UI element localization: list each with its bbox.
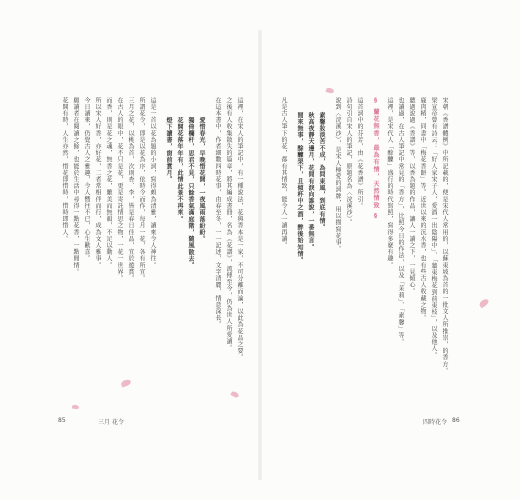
- right-text-line: 聽過說過《香譜》等，以香為題的作品，讓人一讀之下，一見傾心。: [408, 97, 415, 295]
- left-text-line: 所以宋人好香，亦好花，二者常相伴而行，成為文人雅事。: [94, 97, 101, 269]
- right-text-line: 梁宣帝曾有詩云：「好人家宋子人，愛酒一出陰陽中」、「牆東梅花到前東枝」，以及他人。: [430, 97, 437, 359]
- left-text-line: 花開有時，人生亦然，惜花即惜時，惜時即惜人。: [61, 97, 68, 243]
- right-text-line: 凡是古人筆下的花，都有其情致，能令人一讀再讀。: [280, 97, 287, 249]
- right-page-number: 86: [452, 417, 460, 424]
- right-text-line: 宋朝《香譜體例》中所記載的，便是宋代人常用的，以蘇東坡為首的一批文人所推崇，的香方。: [441, 97, 448, 375]
- right-text-line: 說到〈浣溪沙〉，是宋人極愛的詞牌，用以描寫花事。: [334, 97, 341, 253]
- petal-decoration: [325, 87, 334, 94]
- left-text-line: 願讀者在閱讀之餘，也能於生活中尋得一點花香，一點閒情。: [72, 97, 79, 276]
- left-text-line: 這是一首以花為題的小詞，寫得頗為清雅，讀來令人神往。: [149, 97, 156, 269]
- poem-line: 燈下讀書，窗前賞月。: [165, 117, 172, 183]
- poem-line: 花開花落年年有，此情此景不再來。: [176, 117, 183, 223]
- left-text-line: 今日讀來，仍覺古人之雅趣，令人嚮往不已，心生歡喜。: [83, 97, 90, 262]
- left-text-line: 在古人的眼中，花不只是花，更是寄託情思之物，一花一世界。: [116, 97, 123, 282]
- left-running-title: 三月 花令: [98, 419, 124, 426]
- right-text-line: 也讀過，在古人筆記中常見的「香方」，比照今日的作法，以及「茉莉」、「素馨」等。: [397, 97, 404, 346]
- left-text-line: 在這本書中，作者細數四時花事，由春至冬，一一記述，文字清麗，情意深長。: [214, 97, 221, 328]
- right-running-title: 四時花令: [423, 419, 448, 426]
- section-heading: § 蘭花無香，最為有情，天然情致 §: [372, 97, 379, 221]
- right-text-line: 鹿肉精，同書中「梅花香餅」等。近世以來的沉水香，也有些古人收藏之物。: [419, 97, 426, 322]
- book-gutter: [258, 30, 262, 480]
- left-page-number: 85: [58, 417, 66, 424]
- left-text-line: 三月之花，以桃為首，次則杏、李，皆是春日佳品，宜於遊賞。: [127, 97, 134, 282]
- poem-line: 秋高夜靜天邊月，花間有淚向誰說，一番無言。: [307, 112, 314, 251]
- poem-line: 素馨妝淡苦不成，為問東風，到底有情。: [318, 112, 325, 231]
- left-text-line: 這裡，在宋人的筆記中，有一種說法，花與香本是一家，不可分離而論，以此為花品之要。: [236, 97, 243, 361]
- petal-decoration: [120, 378, 131, 387]
- left-text-line: 之後有人收集散失的篇章，將其編成書冊，名為《花譜》，流傳至今，仍為世人所愛讀。: [225, 97, 232, 352]
- right-text-line: 這首詞中的芬芳，由《花香譜》所引。: [356, 97, 363, 210]
- petal-decoration: [230, 390, 239, 398]
- left-text-line: 所謂花令，即是以花為序，依時令而作，每月一花，各有所宜。: [138, 97, 145, 282]
- poem-line: 愛惜春光，早晚惜花開，一夜風雨落紛紛。: [198, 117, 205, 243]
- poem-line: 獨倚欄杆，思君不見，只餘香氣滿庭階，隨風散去。: [187, 117, 194, 269]
- left-text-line: 而香，則是花之魂，無香之花，雖美而無韻，不足以動人。: [105, 97, 112, 269]
- right-text-line: 這裡，是宋代人「酴醾」盛行的時代寫照，寫得多麼有趣。: [386, 97, 393, 269]
- petal-decoration: [478, 298, 490, 309]
- right-text-line: 詩句引自宋人的筆記，原題名為〈浣溪沙〉。: [345, 97, 352, 226]
- petal-decoration: [72, 404, 80, 409]
- poem-line: 閒來無事，酴醾架下，且傾杯中之酒，醉後始知情。: [296, 112, 303, 264]
